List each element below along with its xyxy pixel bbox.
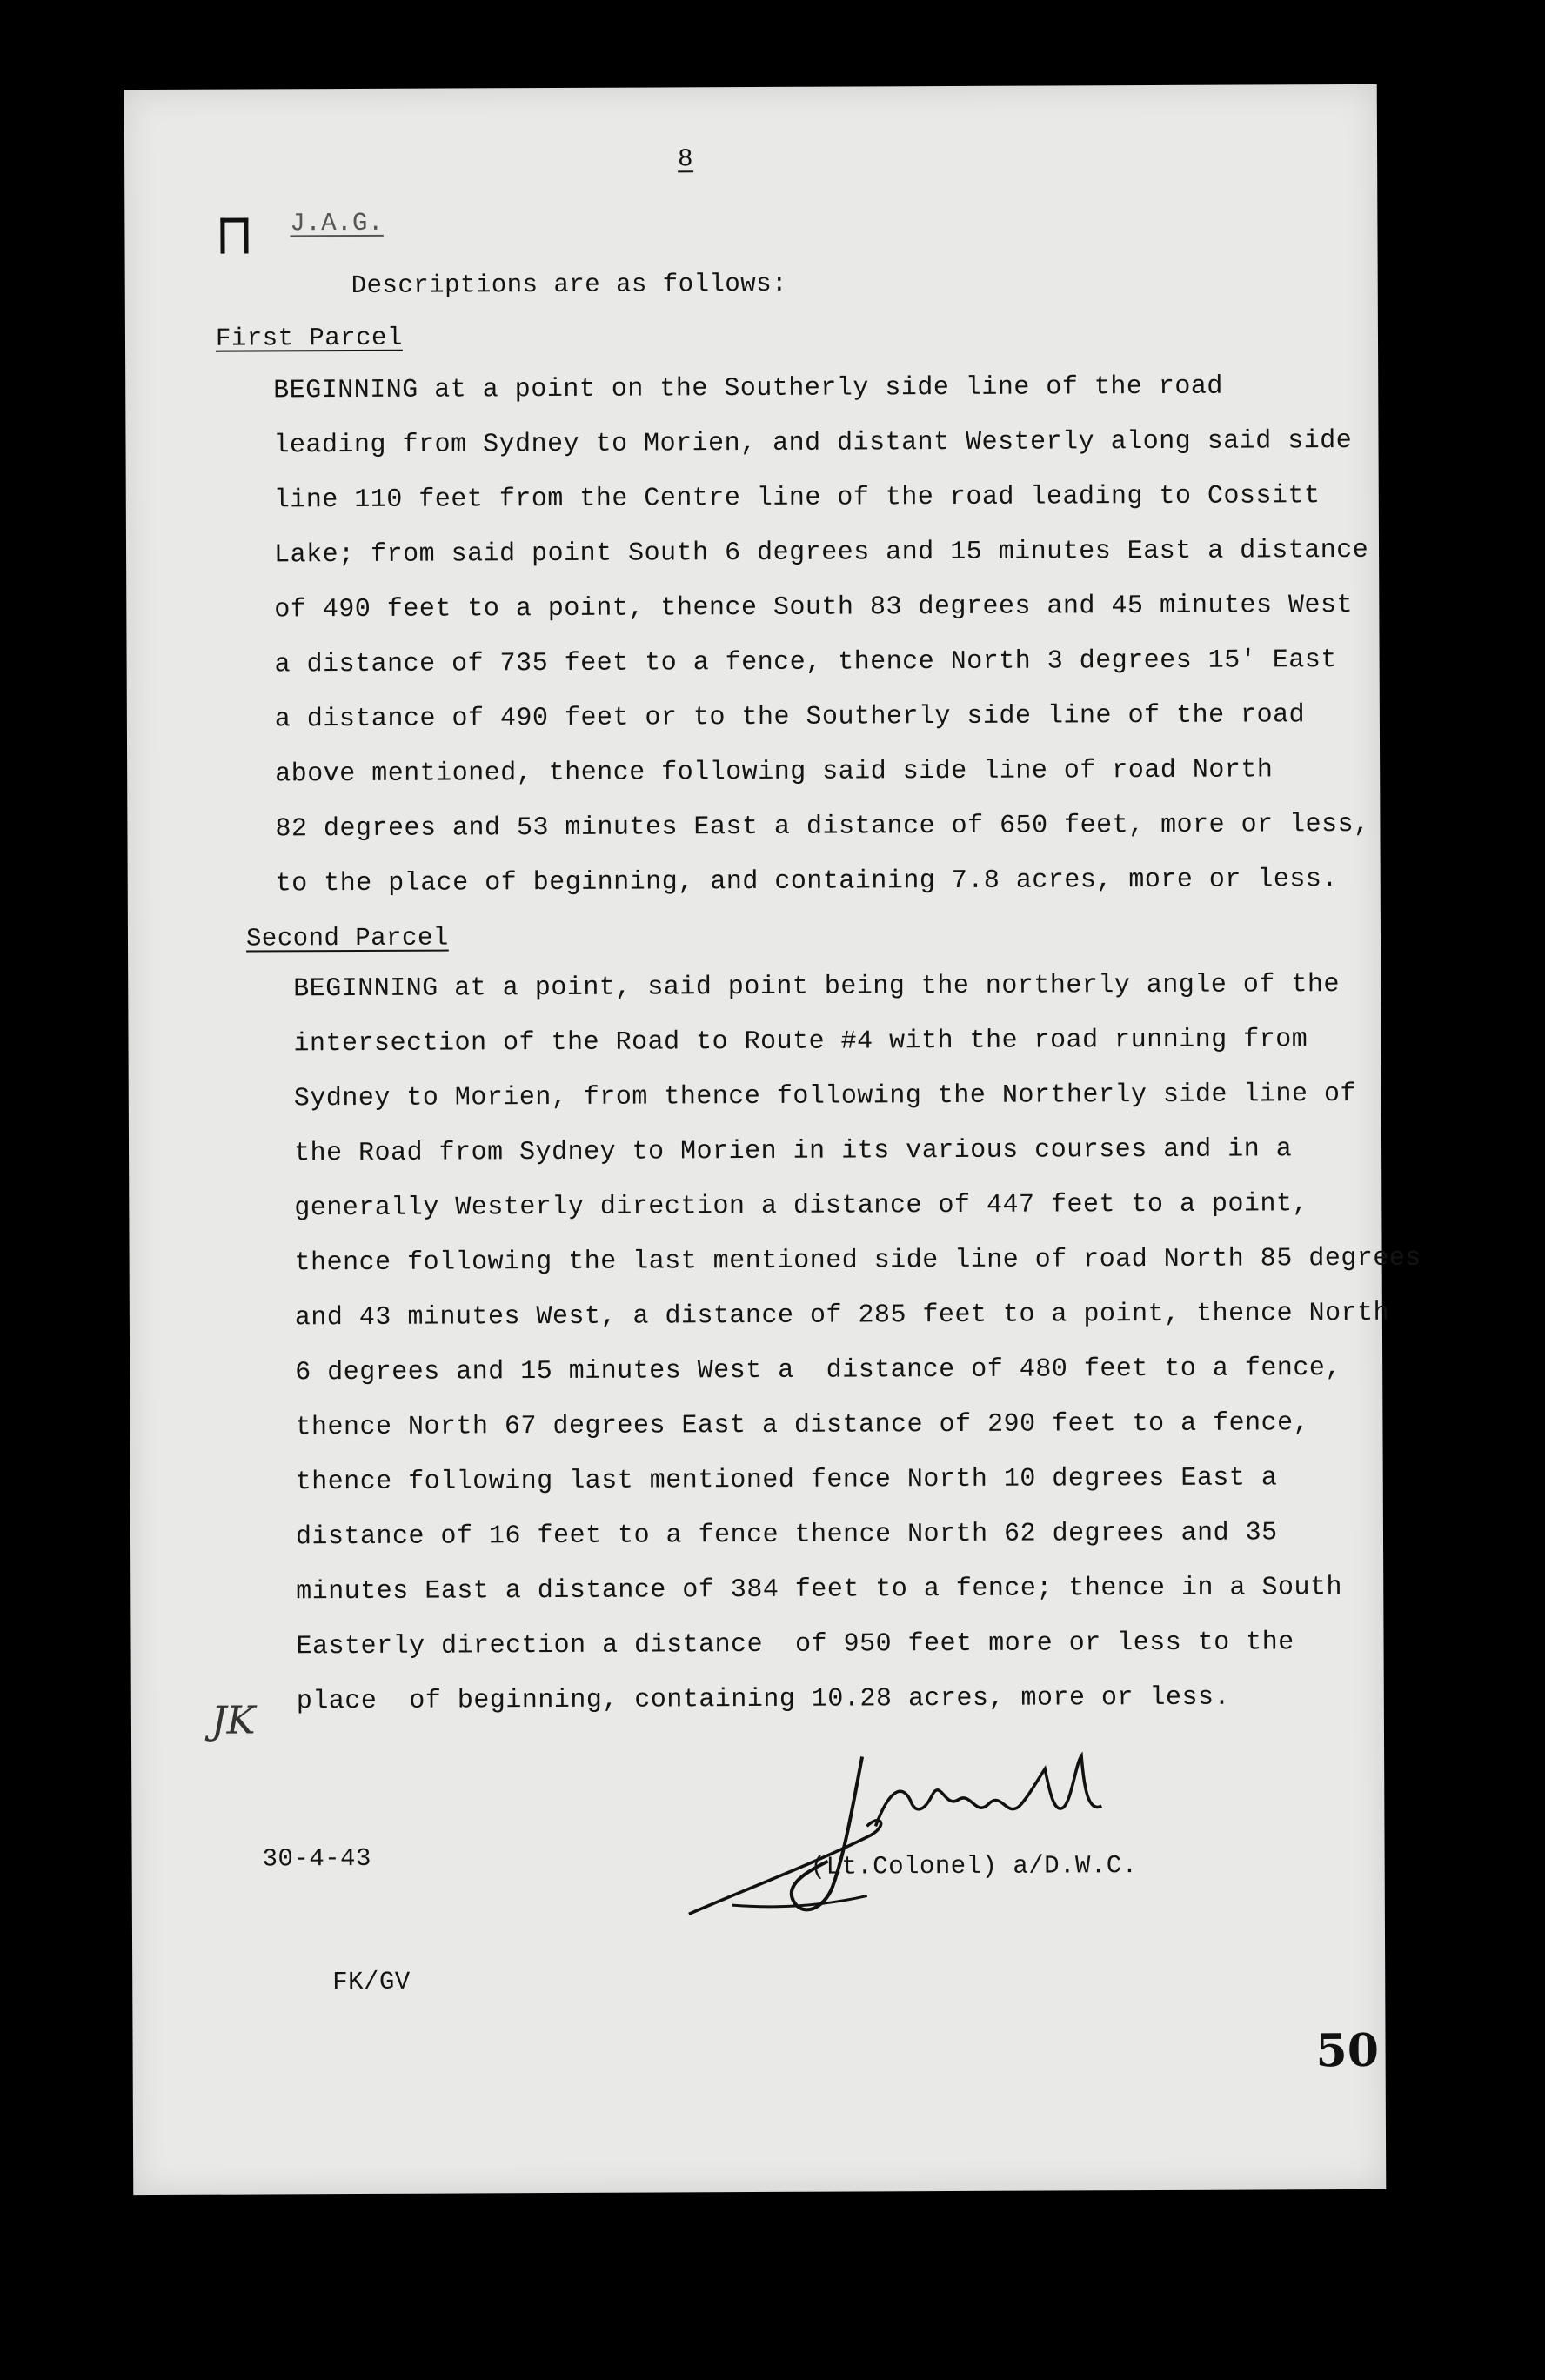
second-parcel-line: BEGINNING at a point, said point being the northerly angle of the xyxy=(293,970,1341,1005)
first-parcel-line: above mentioned, thence following said side line of road North xyxy=(275,755,1274,790)
first-parcel-line: line 110 feet from the Centre line of the road leading to Cossitt xyxy=(273,481,1321,516)
second-parcel-line: thence following the last mentioned side line of road North 85 degrees xyxy=(294,1243,1421,1279)
corner-number: 50 xyxy=(1315,2023,1380,2078)
second-parcel-line: thence following last mentioned fence North 10 degrees East a xyxy=(295,1463,1278,1498)
first-parcel-line: leading from Sydney to Morien, and distant Westerly along said side xyxy=(273,425,1353,461)
corner-bracket-mark xyxy=(220,218,248,254)
addressee: J.A.G. xyxy=(290,208,384,238)
second-parcel-line: 6 degrees and 15 minutes West a distance of 480 feet to a fence, xyxy=(295,1354,1341,1388)
first-parcel-heading: First Parcel xyxy=(215,323,403,353)
first-parcel-body xyxy=(273,371,1387,899)
first-parcel-line: to the place of beginning, and containing 7.8 acres, more or less. xyxy=(275,865,1338,899)
second-parcel-line: distance of 16 feet to a fence thence North 62 degrees and 35 xyxy=(295,1518,1278,1553)
intro-line: Descriptions are as follows: xyxy=(351,269,788,301)
signature xyxy=(679,1729,1133,1940)
first-parcel-line: of 490 feet to a point, thence South 83 degrees and 45 minutes West xyxy=(274,590,1354,625)
second-parcel-line: and 43 minutes West, a distance of 285 feet to a point, thence North xyxy=(294,1298,1390,1334)
second-parcel-heading: Second Parcel xyxy=(245,923,449,953)
second-parcel-body xyxy=(293,970,1421,1717)
document-page xyxy=(124,84,1421,2195)
second-parcel-line: place of beginning, containing 10.28 acres, more or less. xyxy=(296,1682,1231,1717)
first-parcel-line: BEGINNING at a point on the Southerly side line of the road xyxy=(273,371,1223,406)
second-parcel-line: minutes East a distance of 384 feet to a fence; thence in a South xyxy=(296,1573,1343,1608)
first-parcel-line: a distance of 490 feet or to the Southerly side line of the road xyxy=(274,700,1306,735)
second-parcel-line: generally Westerly direction a distance of 447 feet to a point, xyxy=(294,1189,1309,1224)
second-parcel-line: the Road from Sydney to Morien in its various courses and in a xyxy=(293,1134,1293,1169)
page-number: 8 xyxy=(678,144,694,174)
reference-initials: FK/GV xyxy=(332,1967,411,1997)
date: 30-4-43 xyxy=(262,1843,372,1874)
first-parcel-line: Lake; from said point South 6 degrees and 15 minutes East a distance xyxy=(273,535,1369,571)
signature-title: (Lt.Colonel) a/D.W.C. xyxy=(810,1851,1138,1882)
margin-initials: JK xyxy=(211,1698,256,1743)
second-parcel-line: intersection of the Road to Route #4 with the road running from xyxy=(293,1025,1308,1060)
second-parcel-line: Easterly direction a distance of 950 feet more or less to the xyxy=(296,1628,1294,1662)
first-parcel-line: 82 degrees and 53 minutes East a distance of 650 feet, more or less, xyxy=(275,809,1370,845)
second-parcel-line: Sydney to Morien, from thence following the Northerly side line of xyxy=(293,1079,1357,1114)
second-parcel-line: thence North 67 degrees East a distance of 290 feet to a fence, xyxy=(295,1408,1310,1443)
first-parcel-line: a distance of 735 feet to a fence, thence North 3 degrees 15' East xyxy=(274,645,1337,680)
